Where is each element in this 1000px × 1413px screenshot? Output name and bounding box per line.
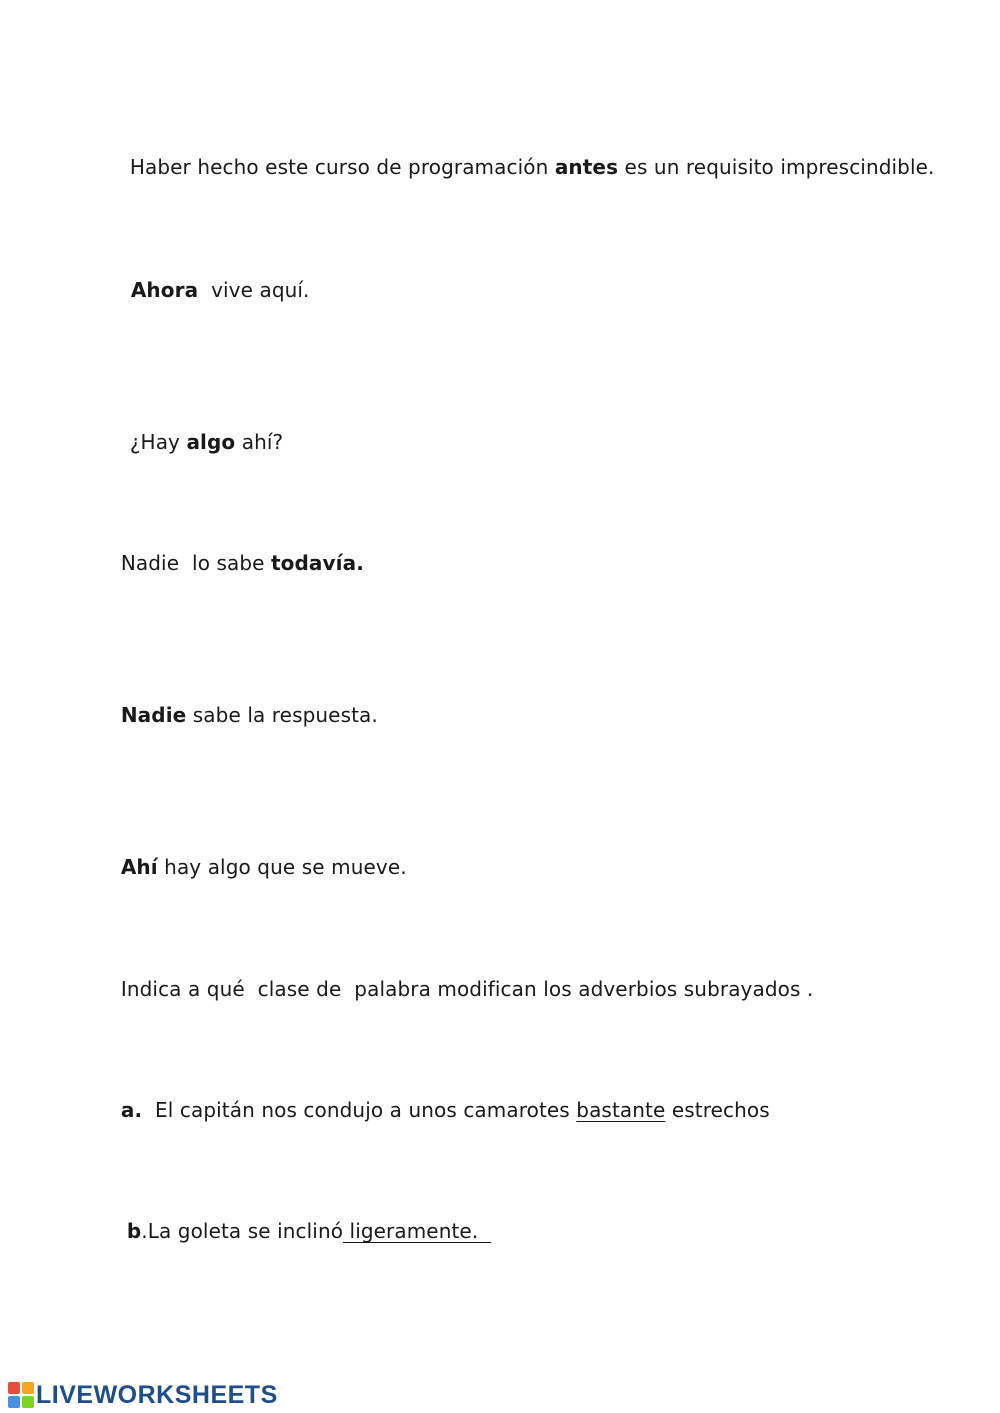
sentence-2-part-2: vive aquí. [198,278,310,302]
sentence-4 [95,524,364,602]
adverb-ahi: Ahí [120,855,158,879]
sentence-1-part-3: es un requisito imprescindible. [618,155,935,179]
adverb-todavia: todavía. [271,551,364,575]
liveworksheets-logo-icon [8,1382,34,1408]
sentence-2 [105,251,310,329]
logo-text: LIVEWORKSHEETS [36,1380,278,1409]
exercise-b-label: b [126,1219,142,1243]
word-algo: algo [186,430,236,454]
sentence-1 [104,128,935,206]
exercise-a-part-2: El capitán nos condujo a unos camarotes [142,1098,577,1122]
sentence-3-part-3: ahí? [235,430,284,454]
exercise-b-part-2: .La goleta se inclinó [141,1219,344,1243]
sentence-5-part-2: sabe la respuesta. [186,703,378,727]
underlined-adverb-bastante: bastante [576,1098,666,1122]
exercise-a-part-4: estrechos [665,1098,770,1122]
sentence-3-part-1: ¿Hay [129,430,187,454]
sentence-6 [95,828,407,906]
instruction-part-1: Indica a qué clase de palabra modifican los adverbios subrayados . [120,977,814,1001]
sentence-6-part-2: hay algo que se mueve. [157,855,407,879]
instruction-text [95,950,813,1028]
underlined-adverb-ligeramente: ligeramente. [343,1219,492,1243]
sentence-1-part-1: Haber hecho este curso de programación [129,155,555,179]
word-nadie: Nadie [120,703,187,727]
exercise-b [101,1192,491,1270]
liveworksheets-logo[interactable] [8,1381,278,1409]
adverb-antes: antes [554,155,619,179]
adverb-ahora: Ahora [130,278,199,302]
exercise-a-label: a. [120,1098,143,1122]
sentence-5 [95,676,378,754]
sentence-4-part-1: Nadie lo sabe [120,551,272,575]
exercise-a [95,1071,770,1149]
sentence-3 [104,403,283,481]
